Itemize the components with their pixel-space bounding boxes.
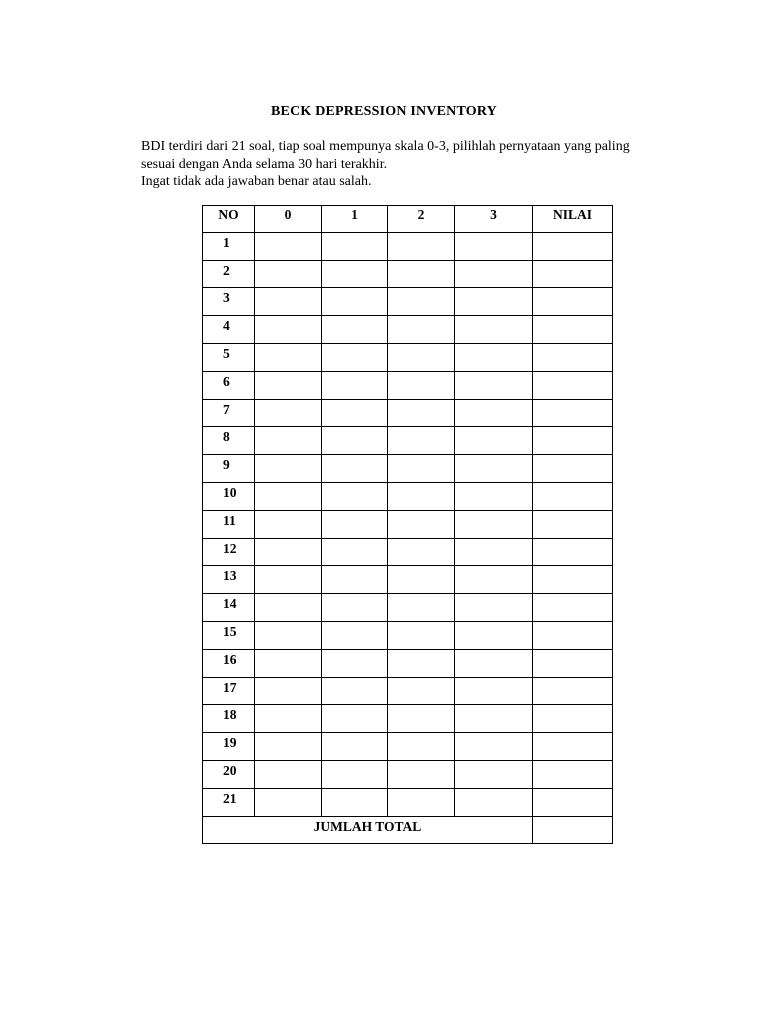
nilai-cell[interactable]	[533, 760, 613, 788]
table-row	[203, 316, 613, 344]
table-row	[203, 288, 613, 316]
nilai-cell[interactable]	[533, 649, 613, 677]
table-row	[203, 538, 613, 566]
score-3-cell[interactable]	[455, 705, 533, 733]
question-number: 14	[203, 594, 255, 622]
score-0-cell[interactable]	[255, 399, 322, 427]
score-2-cell[interactable]	[388, 649, 455, 677]
score-0-cell[interactable]	[255, 427, 322, 455]
table-body	[203, 232, 613, 816]
score-0-cell[interactable]	[255, 621, 322, 649]
nilai-cell[interactable]	[533, 677, 613, 705]
question-number: 7	[203, 399, 255, 427]
score-0-cell[interactable]	[255, 788, 322, 816]
header-score-0: 0	[255, 206, 322, 233]
score-0-cell[interactable]	[255, 538, 322, 566]
score-0-cell[interactable]	[255, 649, 322, 677]
score-1-cell[interactable]	[322, 455, 388, 483]
score-0-cell[interactable]	[255, 566, 322, 594]
score-1-cell[interactable]	[322, 649, 388, 677]
nilai-cell[interactable]	[533, 621, 613, 649]
nilai-cell[interactable]	[533, 788, 613, 816]
question-number: 21	[203, 788, 255, 816]
nilai-cell[interactable]	[533, 482, 613, 510]
instruction-line-1: BDI terdiri dari 21 soal, tiap soal mempunya skala 0-3, pilihlah pernyataan yang paling	[141, 139, 630, 154]
instruction-line-2: sesuai dengan Anda selama 30 hari terakhir.	[141, 156, 388, 172]
score-2-cell[interactable]	[388, 510, 455, 538]
nilai-cell[interactable]	[533, 538, 613, 566]
table-row	[203, 733, 613, 761]
score-2-cell[interactable]	[388, 705, 455, 733]
score-3-cell[interactable]	[455, 399, 533, 427]
score-1-cell[interactable]	[322, 621, 388, 649]
header-nilai: NILAI	[533, 206, 613, 233]
table-row	[203, 677, 613, 705]
score-0-cell[interactable]	[255, 510, 322, 538]
question-number: 20	[203, 760, 255, 788]
score-0-cell[interactable]	[255, 482, 322, 510]
score-1-cell[interactable]	[322, 427, 388, 455]
score-1-cell[interactable]	[322, 343, 388, 371]
score-3-cell[interactable]	[455, 316, 533, 344]
table-row	[203, 621, 613, 649]
total-value-cell[interactable]	[533, 816, 613, 844]
score-0-cell[interactable]	[255, 316, 322, 344]
score-2-cell[interactable]	[388, 760, 455, 788]
question-number: 4	[203, 316, 255, 344]
question-number: 5	[203, 343, 255, 371]
nilai-cell[interactable]	[533, 427, 613, 455]
score-0-cell[interactable]	[255, 705, 322, 733]
score-3-cell[interactable]	[455, 566, 533, 594]
header-no: NO	[203, 206, 255, 233]
score-3-cell[interactable]	[455, 538, 533, 566]
score-3-cell[interactable]	[455, 455, 533, 483]
table-row	[203, 649, 613, 677]
question-number: 8	[203, 427, 255, 455]
score-1-cell[interactable]	[322, 288, 388, 316]
nilai-cell[interactable]	[533, 232, 613, 260]
header-score-1: 1	[322, 206, 388, 233]
score-1-cell[interactable]	[322, 594, 388, 622]
table-row	[203, 482, 613, 510]
header-row	[203, 206, 613, 233]
score-1-cell[interactable]	[322, 538, 388, 566]
table-row	[203, 594, 613, 622]
table-row	[203, 510, 613, 538]
question-number: 9	[203, 455, 255, 483]
score-2-cell[interactable]	[388, 788, 455, 816]
header-score-3: 3	[455, 206, 533, 233]
table-row	[203, 399, 613, 427]
nilai-cell[interactable]	[533, 510, 613, 538]
score-0-cell[interactable]	[255, 260, 322, 288]
question-number: 11	[203, 510, 255, 538]
score-1-cell[interactable]	[322, 482, 388, 510]
nilai-cell[interactable]	[533, 566, 613, 594]
score-1-cell[interactable]	[322, 760, 388, 788]
score-1-cell[interactable]	[322, 733, 388, 761]
score-1-cell[interactable]	[322, 566, 388, 594]
total-row	[203, 816, 613, 844]
score-1-cell[interactable]	[322, 705, 388, 733]
score-2-cell[interactable]	[388, 343, 455, 371]
score-0-cell[interactable]	[255, 760, 322, 788]
score-2-cell[interactable]	[388, 677, 455, 705]
question-number: 13	[203, 566, 255, 594]
question-number: 3	[203, 288, 255, 316]
score-3-cell[interactable]	[455, 288, 533, 316]
score-3-cell[interactable]	[455, 510, 533, 538]
score-3-cell[interactable]	[455, 232, 533, 260]
table-row	[203, 566, 613, 594]
nilai-cell[interactable]	[533, 455, 613, 483]
score-3-cell[interactable]	[455, 677, 533, 705]
score-3-cell[interactable]	[455, 427, 533, 455]
table-row	[203, 371, 613, 399]
score-3-cell[interactable]	[455, 760, 533, 788]
nilai-cell[interactable]	[533, 316, 613, 344]
score-2-cell[interactable]	[388, 733, 455, 761]
score-2-cell[interactable]	[388, 566, 455, 594]
score-2-cell[interactable]	[388, 316, 455, 344]
question-number: 19	[203, 733, 255, 761]
score-3-cell[interactable]	[455, 594, 533, 622]
answer-sheet-table	[202, 205, 613, 844]
nilai-cell[interactable]	[533, 594, 613, 622]
score-1-cell[interactable]	[322, 788, 388, 816]
score-1-cell[interactable]	[322, 510, 388, 538]
score-0-cell[interactable]	[255, 232, 322, 260]
score-0-cell[interactable]	[255, 455, 322, 483]
question-number: 16	[203, 649, 255, 677]
score-0-cell[interactable]	[255, 677, 322, 705]
nilai-cell[interactable]	[533, 260, 613, 288]
question-number: 12	[203, 538, 255, 566]
score-2-cell[interactable]	[388, 538, 455, 566]
score-1-cell[interactable]	[322, 232, 388, 260]
table-row	[203, 343, 613, 371]
question-number: 18	[203, 705, 255, 733]
instructions	[141, 138, 701, 191]
total-label: JUMLAH TOTAL	[203, 816, 533, 844]
score-1-cell[interactable]	[322, 677, 388, 705]
score-2-cell[interactable]	[388, 232, 455, 260]
question-number: 10	[203, 482, 255, 510]
nilai-cell[interactable]	[533, 371, 613, 399]
score-2-cell[interactable]	[388, 260, 455, 288]
score-0-cell[interactable]	[255, 371, 322, 399]
table-row	[203, 455, 613, 483]
nilai-cell[interactable]	[533, 343, 613, 371]
score-3-cell[interactable]	[455, 371, 533, 399]
score-3-cell[interactable]	[455, 733, 533, 761]
score-3-cell[interactable]	[455, 482, 533, 510]
score-2-cell[interactable]	[388, 594, 455, 622]
header-score-2: 2	[388, 206, 455, 233]
table-row	[203, 232, 613, 260]
question-number: 15	[203, 621, 255, 649]
score-1-cell[interactable]	[322, 260, 388, 288]
score-2-cell[interactable]	[388, 399, 455, 427]
question-number: 17	[203, 677, 255, 705]
score-3-cell[interactable]	[455, 260, 533, 288]
score-0-cell[interactable]	[255, 594, 322, 622]
nilai-cell[interactable]	[533, 705, 613, 733]
score-0-cell[interactable]	[255, 733, 322, 761]
document-title: BECK DEPRESSION INVENTORY	[271, 104, 497, 119]
table-row	[203, 788, 613, 816]
score-1-cell[interactable]	[322, 316, 388, 344]
question-number: 6	[203, 371, 255, 399]
score-3-cell[interactable]	[455, 788, 533, 816]
nilai-cell[interactable]	[533, 288, 613, 316]
score-3-cell[interactable]	[455, 649, 533, 677]
nilai-cell[interactable]	[533, 733, 613, 761]
score-2-cell[interactable]	[388, 621, 455, 649]
score-0-cell[interactable]	[255, 343, 322, 371]
nilai-cell[interactable]	[533, 399, 613, 427]
table-row	[203, 260, 613, 288]
question-number: 2	[203, 260, 255, 288]
score-3-cell[interactable]	[455, 343, 533, 371]
score-2-cell[interactable]	[388, 371, 455, 399]
table-row	[203, 705, 613, 733]
score-0-cell[interactable]	[255, 288, 322, 316]
table-row	[203, 760, 613, 788]
table-row	[203, 427, 613, 455]
score-2-cell[interactable]	[388, 288, 455, 316]
instruction-line-3: Ingat tidak ada jawaban benar atau salah.	[141, 174, 372, 189]
score-2-cell[interactable]	[388, 427, 455, 455]
score-2-cell[interactable]	[388, 455, 455, 483]
question-number: 1	[203, 232, 255, 260]
score-2-cell[interactable]	[388, 482, 455, 510]
score-1-cell[interactable]	[322, 399, 388, 427]
score-3-cell[interactable]	[455, 621, 533, 649]
score-1-cell[interactable]	[322, 371, 388, 399]
